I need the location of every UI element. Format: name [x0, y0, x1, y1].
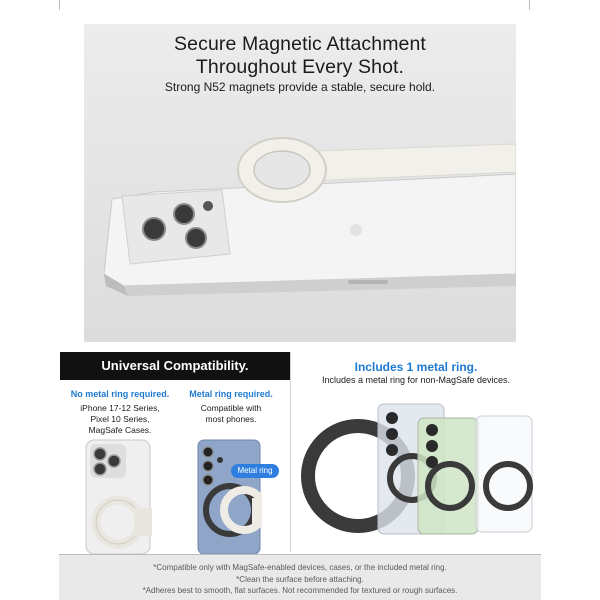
hero-title-line1: Secure Magnetic Attachment — [174, 33, 426, 55]
no-metal-ring-line1: iPhone 17-12 Series, — [80, 403, 160, 413]
metal-ring-badge: Metal ring — [231, 464, 279, 478]
no-metal-ring-text — [60, 403, 180, 436]
no-metal-ring-line2: Pixel 10 Series, — [90, 414, 150, 424]
hero-subtitle: Strong N52 magnets provide a stable, secure hold. — [164, 80, 436, 94]
metal-ring-line2: most phones. — [205, 414, 257, 424]
footer-notes — [59, 554, 541, 600]
includes-ring-title: Includes 1 metal ring. — [354, 360, 478, 374]
metal-ring-text — [172, 403, 290, 425]
metal-ring-heading: Metal ring required. — [189, 389, 273, 399]
android-with-metal-ring-image — [196, 438, 262, 554]
footer-note-1: *Compatible only with MagSafe-enabled devices, cases, or the included metal ring. — [153, 563, 447, 572]
no-metal-ring-line3: MagSafe Cases. — [88, 425, 152, 435]
footer-note-3: *Adheres best to smooth, flat surfaces. Not recommended for textured or rough surfaces. — [142, 586, 458, 595]
compatibility-header: Universal Compatibility. — [60, 352, 290, 380]
includes-ring-subtitle: Includes a metal ring for non-MagSafe devices. — [321, 375, 511, 385]
iphone-with-grip-image — [84, 438, 152, 554]
hero-title — [84, 33, 516, 79]
hero-title-line2: Throughout Every Shot. — [195, 56, 405, 78]
metal-ring-line1: Compatible with — [200, 403, 262, 413]
footer-note-2: *Clean the surface before attaching. — [236, 575, 364, 584]
metal-ring-and-cases-image — [300, 398, 540, 548]
top-frame — [59, 0, 530, 10]
hero-banner — [84, 24, 516, 342]
no-metal-ring-heading: No metal ring required. — [70, 389, 170, 399]
